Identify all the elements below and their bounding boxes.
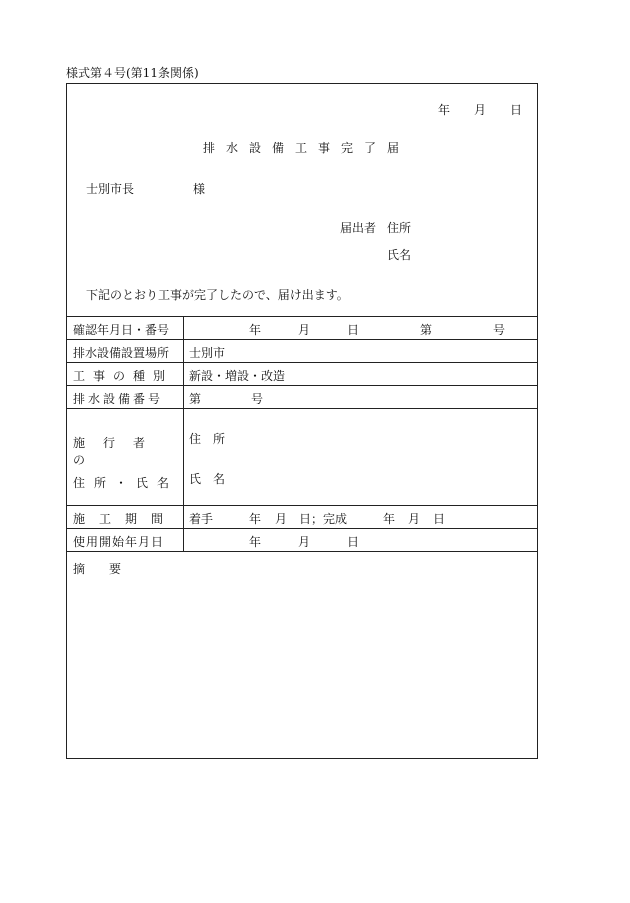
row-divider [67, 339, 537, 340]
contractor-address-label: 住 所 [189, 432, 226, 446]
equipment-number-label [73, 390, 179, 407]
date-day-label: 日 [510, 103, 523, 117]
location-label-text: 排水設備設置場所 [73, 346, 170, 360]
use-start-year: 年 [249, 535, 262, 549]
form-frame [66, 83, 538, 759]
applicant-address-label: 住所 [387, 221, 412, 235]
date-month-label: 月 [474, 103, 487, 117]
period-day-1-complete: 日；完成 [299, 512, 348, 526]
row-divider [67, 528, 537, 529]
work-type-label-text: 工事の種別 [73, 369, 174, 383]
use-start-label [73, 533, 179, 550]
applicant-name-label: 氏名 [387, 248, 412, 262]
period-day-2: 日 [433, 512, 446, 526]
period-label-text: 施工期間 [73, 512, 178, 526]
use-start-day: 日 [347, 535, 360, 549]
confirm-go: 号 [493, 323, 506, 337]
period-year-2: 年 [383, 512, 396, 526]
statement: 下記のとおり工事が完了したので、届け出ます。 [86, 288, 349, 302]
row-divider [67, 505, 537, 506]
page-title: 排水設備工事完了届 [203, 141, 411, 155]
row-divider [67, 385, 537, 386]
honorific: 様 [193, 182, 206, 196]
confirm-month: 月 [298, 323, 311, 337]
use-start-label-text: 使用開始年月日 [73, 535, 165, 549]
contractor-name-label: 氏 名 [189, 472, 226, 486]
row-divider [67, 362, 537, 363]
row-divider [67, 408, 537, 409]
row-divider [67, 316, 537, 317]
contractor-label-bottom [73, 474, 179, 491]
confirm-date-label-text: 確認年月日・番号 [73, 323, 170, 337]
contractor-label-top-text: 施行者の [73, 436, 164, 467]
work-type-label [73, 367, 179, 384]
use-start-month: 月 [298, 535, 311, 549]
equipment-go: 号 [251, 392, 264, 406]
period-month-1: 月 [275, 512, 288, 526]
form-number-label: 様式第４号(第11条関係) [66, 66, 199, 80]
confirm-dai: 第 [420, 323, 433, 337]
period-month-2: 月 [408, 512, 421, 526]
date-year-label: 年 [438, 103, 451, 117]
period-year-1: 年 [249, 512, 262, 526]
location-value: 士別市 [189, 346, 226, 360]
applicant-label: 届出者 [340, 221, 377, 235]
period-start-label: 着手 [189, 512, 214, 526]
work-type-value: 新設・増設・改造 [189, 369, 286, 383]
addressee: 士別市長 [86, 182, 135, 196]
confirm-year: 年 [249, 323, 262, 337]
equipment-dai: 第 [189, 392, 202, 406]
row-divider [67, 551, 537, 552]
contractor-label-top [73, 434, 179, 468]
period-label [73, 510, 179, 527]
location-label [73, 344, 179, 361]
confirm-day: 日 [347, 323, 360, 337]
remarks-label: 摘 要 [73, 562, 122, 576]
equipment-number-label-text: 排水設備番号 [73, 392, 164, 406]
confirm-date-label [73, 321, 179, 338]
contractor-label-bottom-text: 住所・氏名 [73, 476, 179, 490]
column-divider [183, 316, 184, 551]
